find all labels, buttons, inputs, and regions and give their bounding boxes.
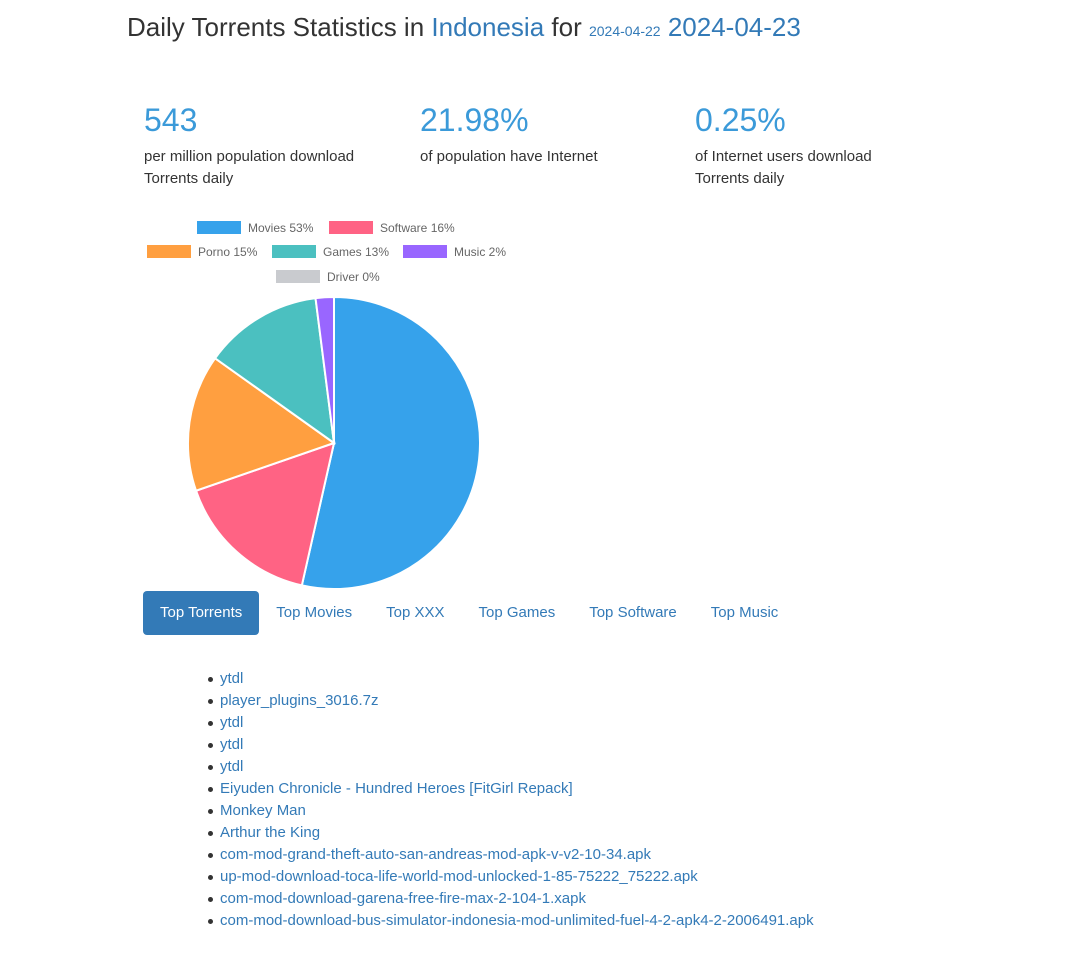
legend-label: Games 13% [323,245,390,259]
legend-swatch [329,221,373,234]
list-item [220,734,814,756]
torrent-link[interactable]: Eiyuden Chronicle - Hundred Heroes [FitGirl Repack] [220,780,573,797]
stat-downloads-per-million [144,98,394,190]
list-item [220,668,814,690]
list-item [220,844,814,866]
torrent-link[interactable]: com-mod-grand-theft-auto-san-andreas-mod-apk-v-v2-10-34.apk [220,846,652,863]
legend-label: Music 2% [454,245,507,259]
legend-swatch [147,245,191,258]
list-item [220,822,814,844]
top-lists-tabs [143,591,795,635]
stat-desc-line: of population have Internet [420,148,598,165]
list-item [220,690,814,712]
torrent-link[interactable]: Monkey Man [220,802,306,819]
torrent-link[interactable]: ytdl [220,758,244,775]
prev-date-link[interactable]: 2024-04-22 [588,23,661,39]
torrent-link[interactable]: up-mod-download-toca-life-world-mod-unlocked-1-85-75222_75222.apk [220,868,698,885]
torrent-link[interactable]: ytdl [220,736,244,753]
legend-swatch [276,270,320,283]
tab-top-software[interactable]: Top Software [589,604,677,621]
title-for: for [551,12,582,42]
category-pie-chart [180,290,488,598]
torrent-link[interactable]: player_plugins_3016.7z [220,692,379,709]
stat-value: 21.98% [420,102,529,138]
tab-top-torrents[interactable]: Top Torrents [143,591,259,635]
stat-internet-population [420,98,670,168]
legend-swatch [403,245,447,258]
title-prefix: Daily Torrents Statistics in [127,12,425,42]
stat-desc-line: per million population download [144,148,355,165]
stat-description [144,146,394,190]
list-item [220,866,814,888]
legend-label: Software 16% [380,221,455,235]
tab-top-games[interactable]: Top Games [478,604,556,621]
legend-item-driver[interactable] [276,270,380,284]
list-item [220,778,814,800]
tab-top-xxx[interactable]: Top XXX [386,604,445,621]
list-item [220,756,814,778]
legend-swatch [197,221,241,234]
legend-item-software[interactable] [329,221,455,235]
stat-description [420,146,670,168]
stat-description [695,146,945,190]
legend-label: Porno 15% [198,245,258,259]
stat-internet-users-download [695,98,945,190]
tab-top-music[interactable]: Top Music [710,604,779,621]
current-date-link[interactable]: 2024-04-23 [667,12,801,42]
torrent-link[interactable]: ytdl [220,714,244,731]
tab-top-movies[interactable]: Top Movies [276,604,353,621]
torrent-link[interactable]: com-mod-download-bus-simulator-indonesia-mod-unlimited-fuel-4-2-apk4-2-2006491.apk [220,912,814,929]
list-item [220,800,814,822]
page-title [127,8,801,50]
country-link[interactable]: Indonesia [431,12,545,42]
stat-desc-line: of Internet users download [695,148,872,165]
stat-desc-line: Torrents daily [695,170,785,187]
torrent-link[interactable]: Arthur the King [220,824,321,841]
legend-swatch [272,245,316,258]
top-torrents-list [220,668,814,932]
legend-item-porno[interactable] [147,245,257,259]
legend-item-games[interactable] [272,245,389,259]
stat-value: 0.25% [695,102,786,138]
torrent-link[interactable]: com-mod-download-garena-free-fire-max-2-104-1.xapk [220,890,586,907]
list-item [220,910,814,932]
list-item [220,888,814,910]
stat-value: 543 [144,102,198,138]
list-item [220,712,814,734]
legend-label: Driver 0% [327,270,380,284]
torrent-link[interactable]: ytdl [220,670,244,687]
stat-desc-line: Torrents daily [144,170,234,187]
legend-label: Movies 53% [248,221,314,235]
legend-item-movies[interactable] [197,221,313,235]
legend-item-music[interactable] [403,245,506,259]
